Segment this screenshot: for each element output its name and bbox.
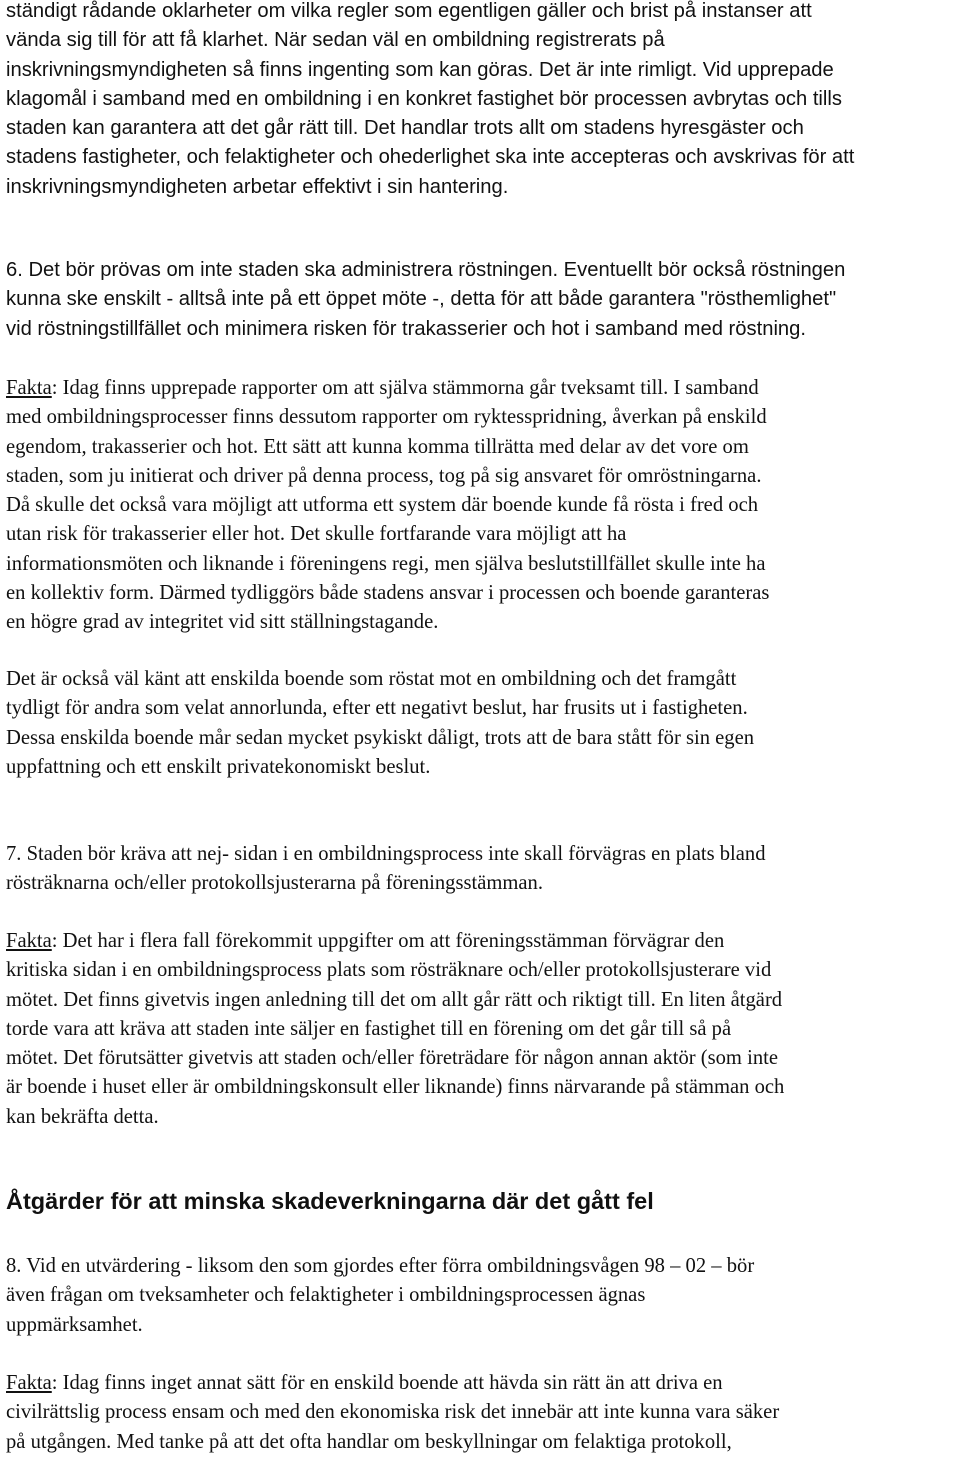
section-heading: Åtgärder för att minska skadeverkningarna där det gått fel <box>6 1188 654 1214</box>
text-line <box>6 374 956 403</box>
text-line: med ombildningsprocesser finns dessutom rapporter om ryktesspridning, åverkan på enskild <box>6 406 767 429</box>
point-8-paragraph <box>6 1252 956 1340</box>
text-line: en högre grad av integritet vid sitt ställningstagande. <box>6 611 439 634</box>
text-line-rest: : Det har i flera fall förekommit uppgifter om att föreningsstämman förvägrar den <box>51 930 725 952</box>
fakta-label: Fakta <box>6 377 52 399</box>
text-line: på utgången. Med tanke på att det ofta handlar om beskyllningar om felaktiga protokoll, <box>6 1430 732 1453</box>
point-6-paragraph <box>6 256 956 344</box>
text-line: Då skulle det också vara möjligt att utforma ett system där boende kunde få rösta i fred och <box>6 494 759 517</box>
text-line: uppfattning och ett enskilt privatekonomiskt beslut. <box>6 755 431 778</box>
text-line: vända sig till för att få klarhet. När sedan väl en ombildning registrerats på <box>6 29 665 52</box>
text-line-rest: : Idag finns inget annat sätt för en enskild boende att hävda sin rätt än att driva en <box>51 1372 723 1394</box>
text-line: kan bekräfta detta. <box>6 1105 159 1128</box>
text-line: är boende i huset eller är ombildningskonsult eller liknande) finns närvarande på stämman och <box>6 1076 785 1099</box>
fakta-label: Fakta <box>6 930 52 952</box>
fakta-8-paragraph <box>6 1369 956 1457</box>
fakta-6-paragraph <box>6 374 956 638</box>
text-line: mötet. Det förutsätter givetvis att staden och/eller företrädare för någon annan aktör (som inte <box>6 1047 778 1070</box>
text-line: stadens fastigheter, och felaktigheter och ohederlighet ska inte accepteras och avskrivas för att <box>6 146 855 169</box>
text-line: inskrivningsmyndigheten så finns ingenting som kan göras. Det är inte rimligt. Vid upprepade <box>6 58 834 81</box>
text-line: tydligt för andra som velat annorlunda, efter ett negativt beslut, har frusits ut i fastigheten. <box>6 697 748 720</box>
text-line: 6. Det bör prövas om inte staden ska administrera röstningen. Eventuellt bör också röstningen <box>6 259 846 281</box>
fakta-label: Fakta <box>6 1372 52 1394</box>
text-line: uppmärksamhet. <box>6 1313 143 1336</box>
text-line: vid röstningstillfället och minimera risken för trakasserier och hot i samband med röstning. <box>6 317 806 340</box>
text-line: torde vara att kräva att staden inte säljer en fastighet till en förening om det går till så på <box>6 1017 732 1040</box>
text-line: 7. Staden bör kräva att nej- sidan i en ombildningsprocess inte skall förvägras en plats bland <box>6 843 766 865</box>
text-line: kritiska sidan i en ombildningsprocess plats som rösträknare och/eller protokollsjusterare vid <box>6 959 772 982</box>
text-line: ständigt rådande oklarheter om vilka regler som egentligen gäller och brist på instanser att <box>6 0 812 22</box>
text-line: rösträknarna och/eller protokollsjusterarna på föreningsstämman. <box>6 872 543 895</box>
known-issues-paragraph <box>6 665 956 782</box>
text-line: 8. Vid en utvärdering - liksom den som gjordes efter förra ombildningsvågen 98 – 02 – bör <box>6 1255 755 1277</box>
text-line: staden, som ju initierat och driver på denna process, tog på sig ansvaret för omröstningarna. <box>6 464 762 487</box>
fakta-7-paragraph <box>6 927 956 1132</box>
text-line <box>6 1369 956 1398</box>
text-line: utan risk för trakasserier eller hot. Det skulle fortfarande vara möjligt att ha <box>6 523 627 546</box>
text-line: en kollektiv form. Därmed tydliggörs både stadens ansvar i processen och boende garanteras <box>6 582 770 605</box>
text-line: Dessa enskilda boende mår sedan mycket psykiskt dåligt, trots att de bara stått för sin egen <box>6 726 755 749</box>
text-line: egendom, trakasserier och hot. Ett sätt att kunna komma tillrätta med delar av det vore om <box>6 435 749 458</box>
text-line: inskrivningsmyndigheten arbetar effektivt i sin hantering. <box>6 175 509 198</box>
text-line: staden kan garantera att det går rätt till. Det handlar trots allt om stadens hyresgäster och <box>6 117 804 140</box>
text-line: civilrättslig process ensam och med den ekonomiska risk det innebär att inte kunna vara säker <box>6 1401 780 1424</box>
continuation-paragraph <box>6 0 956 202</box>
text-line-rest: : Idag finns upprepade rapporter om att själva stämmorna går tveksamt till. I samband <box>51 377 759 399</box>
text-line: även frågan om tveksamheter och felaktigheter i ombildningsprocessen ägnas <box>6 1284 646 1307</box>
point-7-paragraph <box>6 840 956 899</box>
text-line: klagomål i samband med en ombildning i en konkret fastighet bör processen avbrytas och tills <box>6 87 842 110</box>
text-line <box>6 927 956 956</box>
text-line: mötet. Det finns givetvis ingen anledning till det om allt går rätt och riktigt till. En liten åtgärd <box>6 988 783 1011</box>
text-line: Det är också väl känt att enskilda boende som röstat mot en ombildning och det framgått <box>6 668 737 690</box>
text-line: kunna ske enskilt - alltså inte på ett öppet möte -, detta för att både garantera "rösthemlighet" <box>6 288 837 311</box>
text-line: informationsmöten och liknande i föreningens regi, men själva beslutstillfället skulle inte ha <box>6 552 766 575</box>
